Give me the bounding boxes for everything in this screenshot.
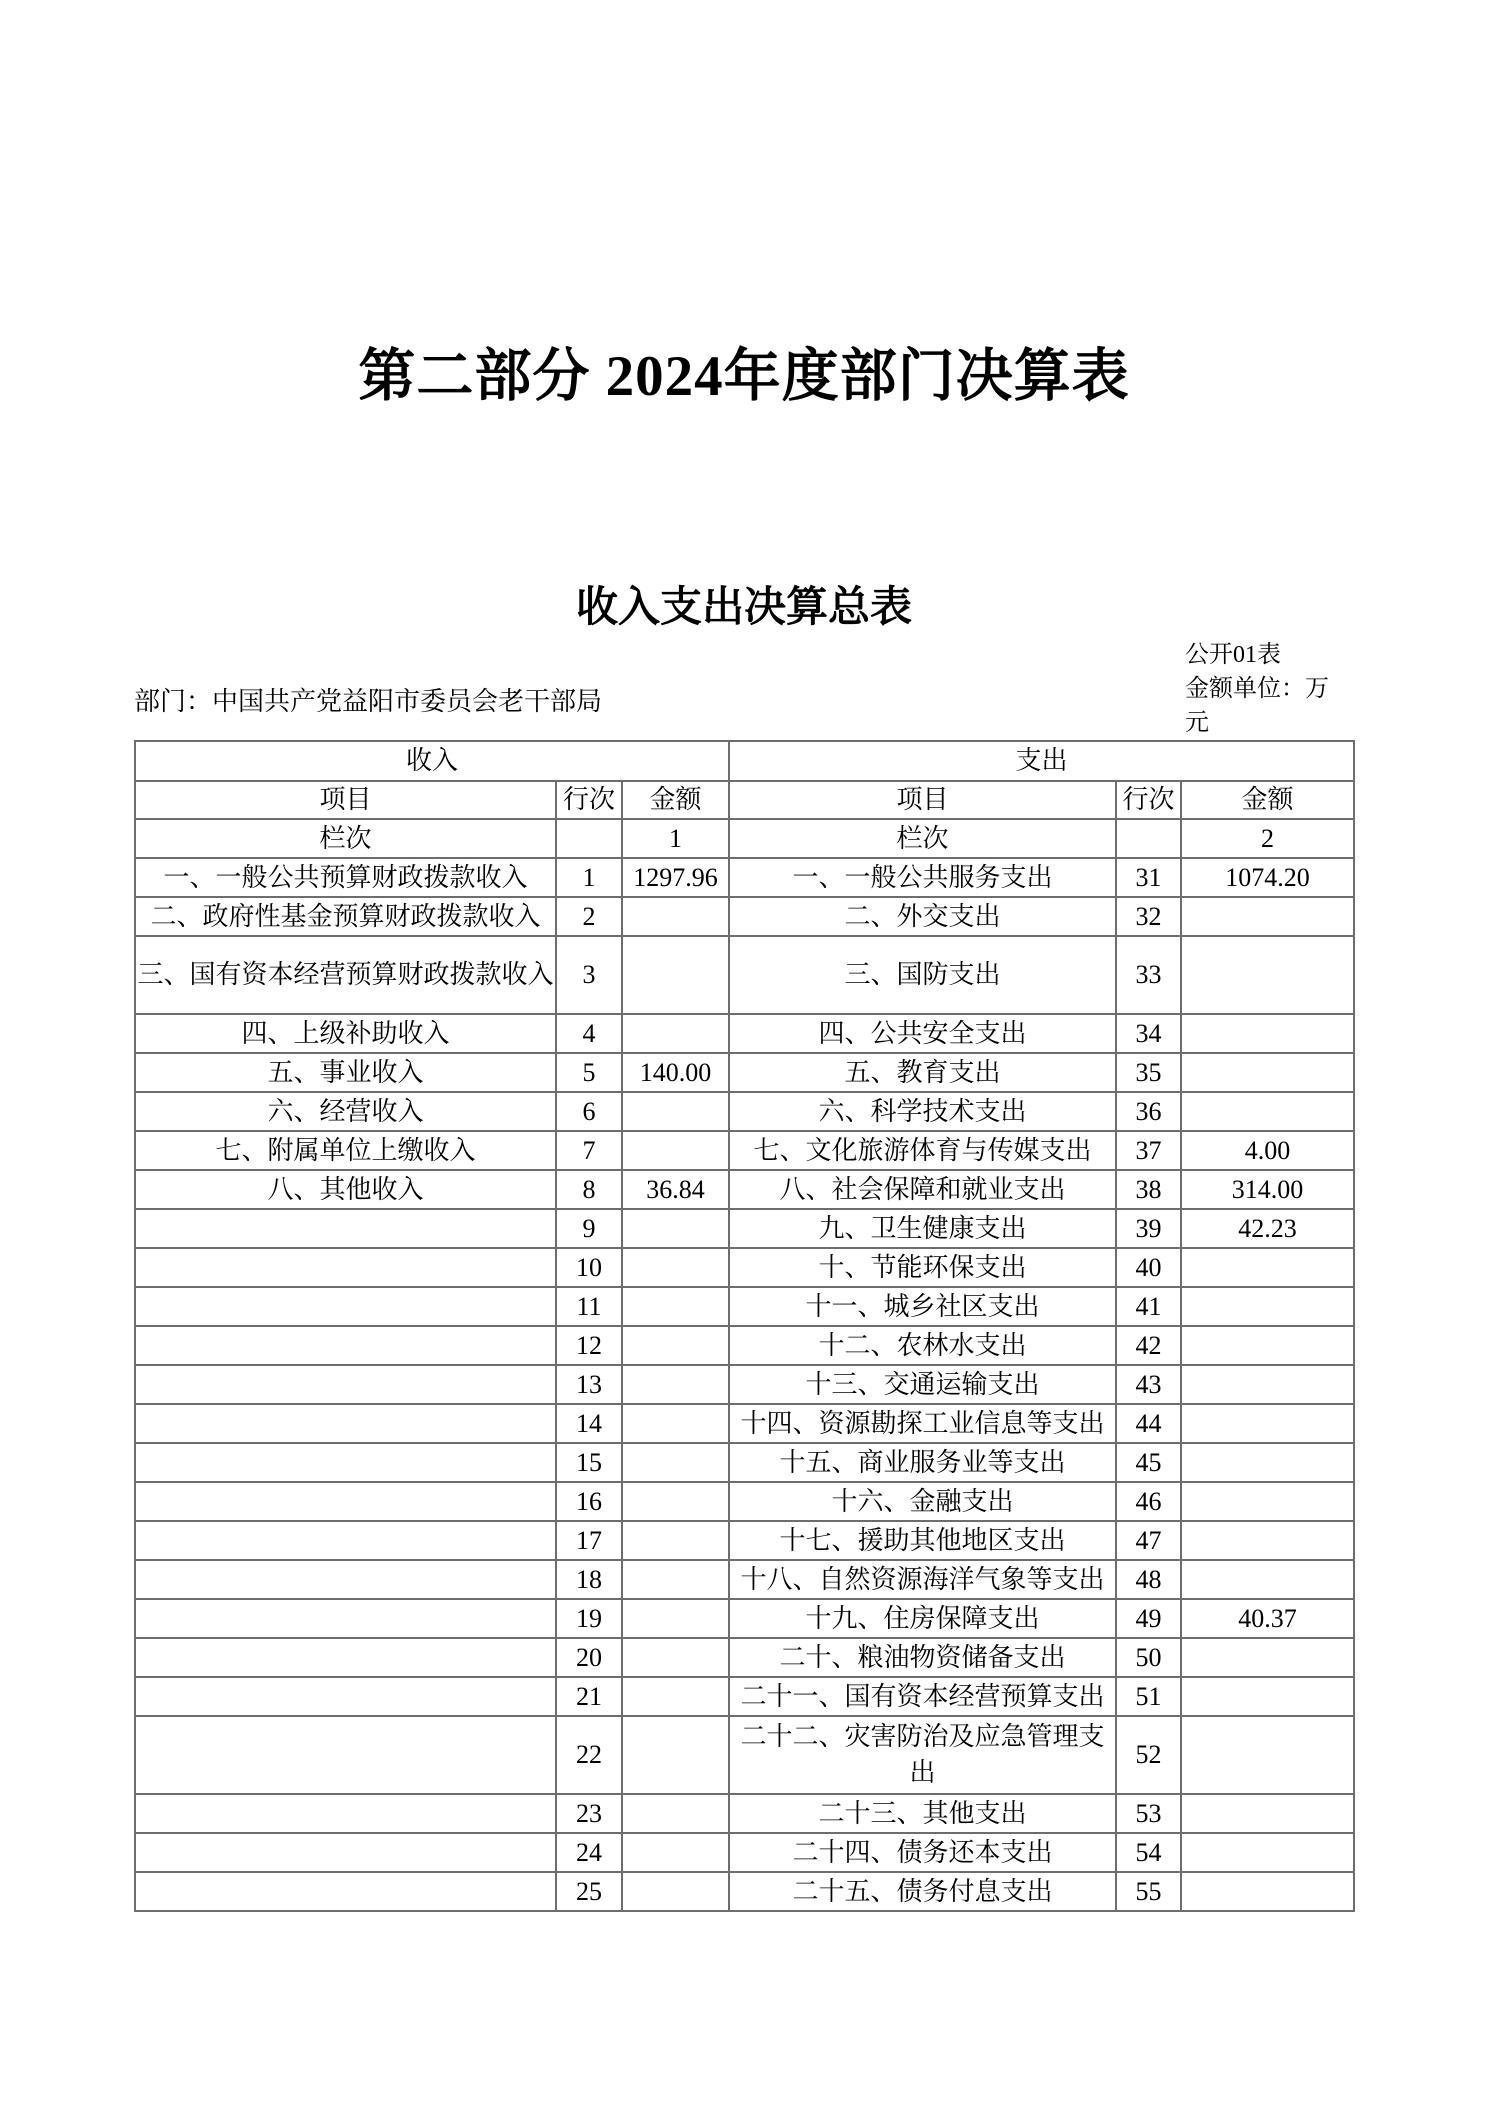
table-row <box>135 1716 1354 1794</box>
expense-item-cell: 八、社会保障和就业支出 <box>729 1170 1116 1209</box>
income-line-number-cell: 3 <box>556 936 622 1014</box>
income-item-header: 项目 <box>135 781 556 819</box>
table-row <box>135 1599 1354 1638</box>
expense-amount-cell <box>1181 1365 1354 1404</box>
income-amount-cell <box>622 1560 729 1599</box>
table-row <box>135 1092 1354 1131</box>
income-item-cell <box>135 1326 556 1365</box>
table-row <box>135 1248 1354 1287</box>
expense-item-cell: 十二、农林水支出 <box>729 1326 1116 1365</box>
expense-line-number-cell: 37 <box>1116 1131 1181 1170</box>
income-item-cell <box>135 1560 556 1599</box>
expense-line-number-cell: 49 <box>1116 1599 1181 1638</box>
income-amount-cell <box>622 1326 729 1365</box>
expense-item-cell: 十六、金融支出 <box>729 1482 1116 1521</box>
income-line-number-cell: 13 <box>556 1365 622 1404</box>
table-row <box>135 1482 1354 1521</box>
income-amount-cell <box>622 897 729 936</box>
expense-amount-cell <box>1181 1521 1354 1560</box>
income-item-cell <box>135 1872 556 1911</box>
income-item-cell <box>135 1677 556 1716</box>
note-unit: 金额单位：万元 <box>1185 676 1329 736</box>
income-line-number-cell: 11 <box>556 1287 622 1326</box>
expense-line-number-cell: 41 <box>1116 1287 1181 1326</box>
expense-line-number-cell: 51 <box>1116 1677 1181 1716</box>
expense-section-header: 支出 <box>729 741 1354 781</box>
income-amount-cell <box>622 1677 729 1716</box>
expense-amount-cell <box>1181 1326 1354 1365</box>
expense-line-number-cell: 52 <box>1116 1716 1181 1794</box>
table-section-header-row <box>135 741 1354 781</box>
income-line-number-cell: 10 <box>556 1248 622 1287</box>
expense-amount-cell <box>1181 1560 1354 1599</box>
income-line-number-cell: 4 <box>556 1014 622 1053</box>
income-item-cell <box>135 1521 556 1560</box>
income-amount-cell <box>622 1209 729 1248</box>
expense-amount-cell <box>1181 1833 1354 1872</box>
expense-amount-cell <box>1181 1404 1354 1443</box>
expense-amount-cell: 40.37 <box>1181 1599 1354 1638</box>
expense-item-cell: 一、一般公共服务支出 <box>729 858 1116 897</box>
income-item-cell: 一、一般公共预算财政拨款收入 <box>135 858 556 897</box>
expense-item-cell: 十九、住房保障支出 <box>729 1599 1116 1638</box>
expense-line-number-cell: 31 <box>1116 858 1181 897</box>
income-line-number-cell: 1 <box>556 858 622 897</box>
income-amount-cell <box>622 1638 729 1677</box>
table-row <box>135 1677 1354 1716</box>
income-item-cell <box>135 1443 556 1482</box>
income-line-number-cell: 9 <box>556 1209 622 1248</box>
expense-item-cell: 十五、商业服务业等支出 <box>729 1443 1116 1482</box>
table-row <box>135 1209 1354 1248</box>
expense-amount-cell <box>1181 1677 1354 1716</box>
expense-amount-cell: 1074.20 <box>1181 858 1354 897</box>
expense-line-number-cell: 38 <box>1116 1170 1181 1209</box>
income-item-cell <box>135 1794 556 1833</box>
income-item-cell <box>135 1638 556 1677</box>
income-amount-cell <box>622 1872 729 1911</box>
expense-item-cell: 七、文化旅游体育与传媒支出 <box>729 1131 1116 1170</box>
expense-line-number-cell: 44 <box>1116 1404 1181 1443</box>
income-amount-cell <box>622 1404 729 1443</box>
income-line-number-cell: 17 <box>556 1521 622 1560</box>
income-line-number-cell: 25 <box>556 1872 622 1911</box>
expense-amount-cell: 4.00 <box>1181 1131 1354 1170</box>
expense-line-number-cell: 47 <box>1116 1521 1181 1560</box>
income-amount-cell <box>622 1131 729 1170</box>
expense-line-number-cell: 43 <box>1116 1365 1181 1404</box>
expense-index-blank <box>1116 819 1181 858</box>
expense-amount-cell <box>1181 897 1354 936</box>
expense-item-cell: 二十三、其他支出 <box>729 1794 1116 1833</box>
expense-line-number-cell: 55 <box>1116 1872 1181 1911</box>
expense-col-index: 2 <box>1181 819 1354 858</box>
expense-line-number-cell: 40 <box>1116 1248 1181 1287</box>
expense-line-number-cell: 50 <box>1116 1638 1181 1677</box>
expense-item-cell: 二、外交支出 <box>729 897 1116 936</box>
income-item-cell: 五、事业收入 <box>135 1053 556 1092</box>
expense-item-cell: 十八、自然资源海洋气象等支出 <box>729 1560 1116 1599</box>
income-item-cell: 二、政府性基金预算财政拨款收入 <box>135 897 556 936</box>
income-line-number-cell: 5 <box>556 1053 622 1092</box>
income-amount-cell <box>622 1287 729 1326</box>
expense-amount-cell <box>1181 1872 1354 1911</box>
income-line-number-cell: 24 <box>556 1833 622 1872</box>
table-row <box>135 1872 1354 1911</box>
table-row <box>135 1170 1354 1209</box>
expense-item-cell: 十一、城乡社区支出 <box>729 1287 1116 1326</box>
income-amount-cell <box>622 1794 729 1833</box>
corner-notes <box>1185 638 1347 740</box>
expense-item-header: 项目 <box>729 781 1116 819</box>
expense-line-number-cell: 53 <box>1116 1794 1181 1833</box>
expense-item-cell: 十四、资源勘探工业信息等支出 <box>729 1404 1116 1443</box>
expense-amount-cell <box>1181 1794 1354 1833</box>
income-item-cell <box>135 1599 556 1638</box>
expense-amount-cell <box>1181 1482 1354 1521</box>
table-row <box>135 1365 1354 1404</box>
expense-item-cell: 十七、援助其他地区支出 <box>729 1521 1116 1560</box>
table-row <box>135 897 1354 936</box>
expense-line-number-cell: 36 <box>1116 1092 1181 1131</box>
table-row <box>135 1521 1354 1560</box>
summary-table <box>134 740 1355 1912</box>
income-amount-cell <box>622 1521 729 1560</box>
income-amount-cell <box>622 1014 729 1053</box>
expense-line-number-cell: 32 <box>1116 897 1181 936</box>
income-item-cell: 八、其他收入 <box>135 1170 556 1209</box>
income-amount-header: 金额 <box>622 781 729 819</box>
income-amount-cell <box>622 1365 729 1404</box>
expense-amount-cell <box>1181 1716 1354 1794</box>
income-line-number-cell: 12 <box>556 1326 622 1365</box>
expense-item-cell: 二十二、灾害防治及应急管理支出 <box>729 1716 1116 1794</box>
income-item-cell: 三、国有资本经营预算财政拨款收入 <box>135 936 556 1014</box>
income-item-cell <box>135 1833 556 1872</box>
table-row <box>135 1794 1354 1833</box>
table-column-header-row <box>135 781 1354 819</box>
income-amount-cell <box>622 1833 729 1872</box>
expense-line-header: 行次 <box>1116 781 1181 819</box>
note-table-number: 公开01表 <box>1185 642 1281 668</box>
expense-index-label: 栏次 <box>729 819 1116 858</box>
expense-amount-cell <box>1181 1443 1354 1482</box>
income-line-number-cell: 16 <box>556 1482 622 1521</box>
department-line: 部门：中国共产党益阳市委员会老干部局 <box>134 687 603 716</box>
expense-item-cell: 二十四、债务还本支出 <box>729 1833 1116 1872</box>
table-column-index-row <box>135 819 1354 858</box>
expense-line-number-cell: 48 <box>1116 1560 1181 1599</box>
expense-amount-cell <box>1181 1248 1354 1287</box>
table-body <box>135 741 1354 1911</box>
expense-amount-cell <box>1181 1014 1354 1053</box>
expense-item-cell: 五、教育支出 <box>729 1053 1116 1092</box>
expense-item-cell: 十、节能环保支出 <box>729 1248 1116 1287</box>
income-index-blank <box>556 819 622 858</box>
income-item-cell <box>135 1365 556 1404</box>
income-line-number-cell: 21 <box>556 1677 622 1716</box>
income-index-label: 栏次 <box>135 819 556 858</box>
table-row <box>135 1053 1354 1092</box>
expense-line-number-cell: 39 <box>1116 1209 1181 1248</box>
income-item-cell <box>135 1287 556 1326</box>
expense-item-cell: 二十一、国有资本经营预算支出 <box>729 1677 1116 1716</box>
table-row <box>135 1326 1354 1365</box>
income-col-index: 1 <box>622 819 729 858</box>
expense-amount-cell: 314.00 <box>1181 1170 1354 1209</box>
income-item-cell <box>135 1404 556 1443</box>
income-item-cell <box>135 1482 556 1521</box>
income-amount-cell: 140.00 <box>622 1053 729 1092</box>
income-line-number-cell: 7 <box>556 1131 622 1170</box>
expense-amount-cell <box>1181 1638 1354 1677</box>
income-amount-cell <box>622 1092 729 1131</box>
income-line-number-cell: 2 <box>556 897 622 936</box>
table-row <box>135 1014 1354 1053</box>
income-line-number-cell: 6 <box>556 1092 622 1131</box>
income-amount-cell <box>622 1443 729 1482</box>
income-line-number-cell: 15 <box>556 1443 622 1482</box>
table-row <box>135 858 1354 897</box>
income-line-number-cell: 19 <box>556 1599 622 1638</box>
income-amount-cell: 1297.96 <box>622 858 729 897</box>
expense-item-cell: 九、卫生健康支出 <box>729 1209 1116 1248</box>
expense-line-number-cell: 45 <box>1116 1443 1181 1482</box>
income-item-cell <box>135 1248 556 1287</box>
income-amount-cell <box>622 1248 729 1287</box>
table-row <box>135 1443 1354 1482</box>
income-line-number-cell: 14 <box>556 1404 622 1443</box>
expense-item-cell: 二十五、债务付息支出 <box>729 1872 1116 1911</box>
expense-amount-cell <box>1181 1053 1354 1092</box>
expense-amount-cell <box>1181 1287 1354 1326</box>
income-line-header: 行次 <box>556 781 622 819</box>
table-row <box>135 1131 1354 1170</box>
expense-item-cell: 四、公共安全支出 <box>729 1014 1116 1053</box>
expense-line-number-cell: 33 <box>1116 936 1181 1014</box>
income-item-cell <box>135 1716 556 1794</box>
income-line-number-cell: 23 <box>556 1794 622 1833</box>
table-row <box>135 1287 1354 1326</box>
expense-item-cell: 十三、交通运输支出 <box>729 1365 1116 1404</box>
expense-amount-cell <box>1181 936 1354 1014</box>
table-row <box>135 1404 1354 1443</box>
income-amount-cell <box>622 936 729 1014</box>
income-amount-cell: 36.84 <box>622 1170 729 1209</box>
expense-line-number-cell: 42 <box>1116 1326 1181 1365</box>
expense-line-number-cell: 35 <box>1116 1053 1181 1092</box>
table-row <box>135 936 1354 1014</box>
income-line-number-cell: 20 <box>556 1638 622 1677</box>
expense-amount-header: 金额 <box>1181 781 1354 819</box>
table-title: 收入支出决算总表 <box>575 585 912 631</box>
income-section-header: 收入 <box>135 741 729 781</box>
expense-amount-cell: 42.23 <box>1181 1209 1354 1248</box>
expense-item-cell: 三、国防支出 <box>729 936 1116 1014</box>
expense-line-number-cell: 54 <box>1116 1833 1181 1872</box>
expense-item-cell: 二十、粮油物资储备支出 <box>729 1638 1116 1677</box>
table-row <box>135 1638 1354 1677</box>
page-title: 第二部分 2024年度部门决算表 <box>358 345 1130 408</box>
expense-item-cell: 六、科学技术支出 <box>729 1092 1116 1131</box>
income-line-number-cell: 18 <box>556 1560 622 1599</box>
income-amount-cell <box>622 1716 729 1794</box>
expense-line-number-cell: 46 <box>1116 1482 1181 1521</box>
table-row <box>135 1560 1354 1599</box>
income-item-cell: 四、上级补助收入 <box>135 1014 556 1053</box>
income-line-number-cell: 22 <box>556 1716 622 1794</box>
table-row <box>135 1833 1354 1872</box>
expense-line-number-cell: 34 <box>1116 1014 1181 1053</box>
income-amount-cell <box>622 1599 729 1638</box>
income-item-cell <box>135 1209 556 1248</box>
income-item-cell: 六、经营收入 <box>135 1092 556 1131</box>
income-line-number-cell: 8 <box>556 1170 622 1209</box>
income-amount-cell <box>622 1482 729 1521</box>
expense-amount-cell <box>1181 1092 1354 1131</box>
income-item-cell: 七、附属单位上缴收入 <box>135 1131 556 1170</box>
